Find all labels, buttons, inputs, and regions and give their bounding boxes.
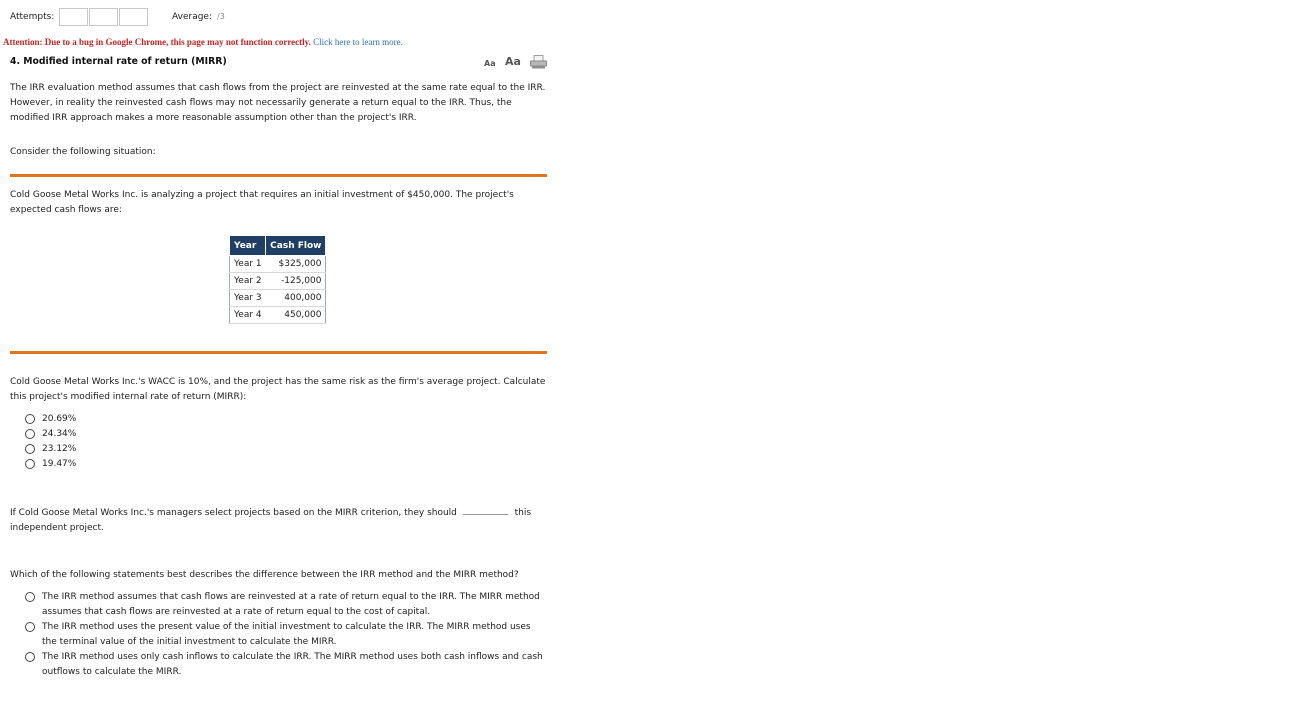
radio-button[interactable] (25, 592, 35, 602)
mirr-option-3[interactable] (25, 442, 76, 457)
radio-button[interactable] (25, 414, 35, 424)
option-label: 24.34% (42, 429, 77, 439)
option-label: 23.12% (42, 444, 77, 454)
attempts-label: Attempts: (10, 12, 55, 22)
intro-paragraph: The IRR evaluation method assumes that cash flows from the project are reinvested at the same rate equal to the IRR. However, in reality the reinvested cash flows may not necessarily generate a return equal to the IRR. Thus, the modified IRR approach makes a more reasonable assumption other than the project's IRR. (10, 83, 546, 123)
decision-text-before: If Cold Goose Metal Works Inc.'s managers select projects based on the MIRR criterion, they should (10, 508, 457, 518)
mirr-option-4[interactable] (25, 457, 76, 472)
average-label: Average: (172, 12, 212, 22)
radio-button[interactable] (25, 652, 35, 662)
radio-button[interactable] (25, 429, 35, 439)
difference-prompt: Which of the following statements best describes the difference between the IRR method and the MIRR method? (10, 570, 519, 580)
mirr-option-1[interactable] (25, 412, 76, 427)
cash-flow-cell: 400,000 (266, 290, 326, 307)
section-divider-bottom (10, 351, 547, 354)
mirr-option-2[interactable] (25, 427, 76, 442)
table-row (230, 307, 326, 324)
option-label: The IRR method uses only cash inflows to calculate the IRR. The MIRR method uses both cash inflows and cash outflows to calculate the MIRR. (42, 652, 543, 677)
table-row (230, 256, 326, 273)
difference-option-1[interactable] (25, 590, 547, 620)
attention-notice (3, 37, 403, 47)
situation-paragraph: Cold Goose Metal Works Inc. is analyzing a project that requires an initial investment of $450,000. The project's expected cash flows are: (10, 190, 514, 215)
consider-text: Consider the following situation: (10, 147, 156, 157)
radio-button[interactable] (25, 444, 35, 454)
option-label: 20.69% (42, 414, 77, 424)
year-cell: Year 1 (230, 256, 266, 273)
decision-text-line2: independent project. (10, 523, 104, 533)
cash-flow-table (229, 235, 326, 324)
attempt-box-1 (59, 8, 88, 26)
cash-flow-cell: 450,000 (266, 307, 326, 324)
font-size-large-button[interactable]: Aa (505, 55, 521, 68)
year-cell: Year 4 (230, 307, 266, 324)
table-header-year: Year (230, 236, 266, 256)
average-value: /3 (217, 12, 225, 21)
decision-sentence (10, 505, 550, 536)
radio-button[interactable] (25, 459, 35, 469)
attention-warning: Attention: Due to a bug in Google Chrome, this page may not function correctly. (3, 37, 311, 47)
attempt-box-2 (89, 8, 118, 26)
table-row (230, 273, 326, 290)
attempt-box-3 (119, 8, 148, 26)
difference-option-3[interactable] (25, 650, 547, 680)
cash-flow-cell: $325,000 (266, 256, 326, 273)
radio-button[interactable] (25, 622, 35, 632)
question-title: 4. Modified internal rate of return (MIRR) (10, 56, 227, 67)
font-size-small-button[interactable]: Aa (484, 59, 496, 68)
decision-dropdown[interactable] (463, 505, 508, 515)
section-divider-top (10, 174, 547, 177)
difference-option-2[interactable] (25, 620, 547, 650)
print-icon[interactable] (530, 55, 547, 72)
year-cell: Year 2 (230, 273, 266, 290)
cash-flow-cell: -125,000 (266, 273, 326, 290)
option-label: The IRR method assumes that cash flows are reinvested at a rate of return equal to the IRR. The MIRR method assumes that cash flows are reinvested at a rate of return equal to the cost of capital. (42, 592, 540, 617)
year-cell: Year 3 (230, 290, 266, 307)
option-label: The IRR method uses the present value of the initial investment to calculate the IRR. The MIRR method uses the terminal value of the initial investment to calculate the MIRR. (42, 622, 531, 647)
decision-text-after: this (514, 508, 532, 518)
mirr-prompt: Cold Goose Metal Works Inc.'s WACC is 10%, and the project has the same risk as the firm's average project. Calculate this project's modified internal rate of return (MIRR): (10, 377, 546, 402)
table-header-cash-flow: Cash Flow (266, 236, 326, 256)
learn-more-link[interactable]: Click here to learn more. (313, 37, 403, 47)
option-label: 19.47% (42, 459, 77, 469)
table-row (230, 290, 326, 307)
